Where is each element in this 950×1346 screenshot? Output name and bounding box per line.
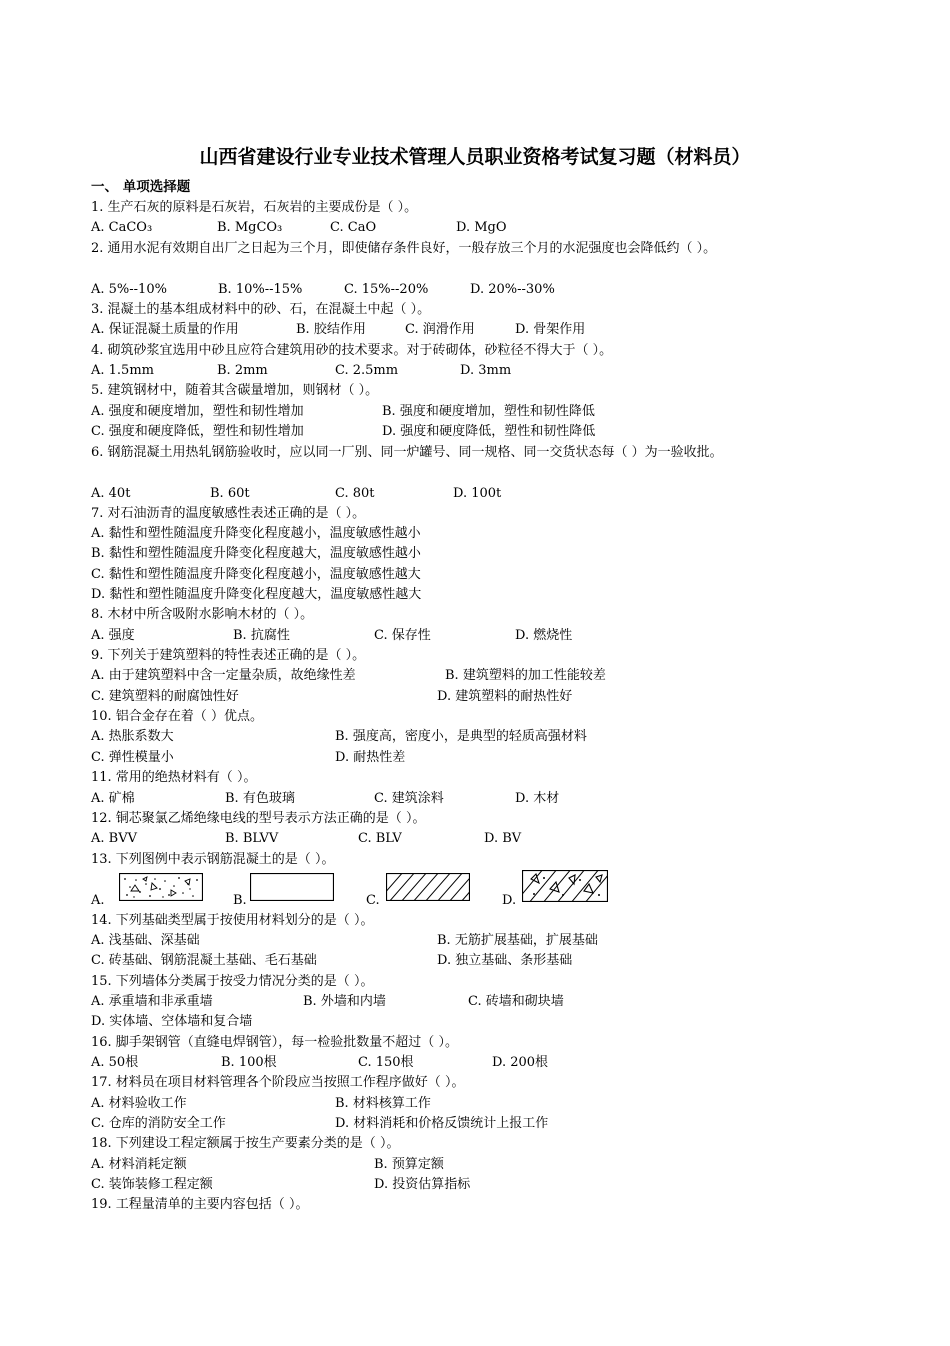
option-9b: B. 建筑塑料的加工性能较差 xyxy=(445,668,606,683)
option-10a: A. 热胀系数大 xyxy=(91,729,174,744)
option-10d: D. 耐热性差 xyxy=(335,750,406,765)
option-17b: B. 材料核算工作 xyxy=(335,1096,431,1111)
option-10b: B. 强度高，密度小，是典型的轻质高强材料 xyxy=(335,729,587,744)
option-7a: A. 黏性和塑性随温度升降变化程度越小，温度敏感性越小 xyxy=(91,526,421,541)
option-17a: A. 材料验收工作 xyxy=(91,1096,187,1111)
option-8d: D. 燃烧性 xyxy=(515,628,573,643)
question-12: 12. 铜芯聚氯乙烯绝缘电线的型号表示方法正确的是（ ）。 xyxy=(91,811,426,826)
option-4d: D. 3mm xyxy=(460,363,512,378)
option-5d: D. 强度和硬度降低，塑性和韧性降低 xyxy=(382,424,596,439)
option-12a: A. BVV xyxy=(91,831,137,846)
question-3: 3. 混凝土的基本组成材料中的砂、石，在混凝土中起（ ）。 xyxy=(91,302,431,317)
option-1a: A. CaCO₃ xyxy=(91,220,153,235)
hatch-pattern-c xyxy=(386,873,470,905)
option-13b: B. xyxy=(233,893,247,908)
option-16a: A. 50根 xyxy=(91,1055,139,1070)
option-16b: B. 100根 xyxy=(221,1055,277,1070)
option-16c: C. 150根 xyxy=(358,1055,414,1070)
option-17d: D. 材料消耗和价格反馈统计上报工作 xyxy=(335,1116,549,1131)
option-11b: B. 有色玻璃 xyxy=(225,791,295,806)
option-5a: A. 强度和硬度增加，塑性和韧性增加 xyxy=(91,404,304,419)
option-11d: D. 木材 xyxy=(515,791,560,806)
question-2: 2. 通用水泥有效期自出厂之日起为三个月，即使储存条件良好，一般存放三个月的水泥强度也会降低约（ ）。 xyxy=(91,241,717,256)
question-9: 9. 下列关于建筑塑料的特性表述正确的是（ ）。 xyxy=(91,648,366,663)
option-14d: D. 独立基础、条形基础 xyxy=(437,953,573,968)
question-7: 7. 对石油沥青的温度敏感性表述正确的是（ ）。 xyxy=(91,506,366,521)
option-16d: D. 200根 xyxy=(492,1055,549,1070)
option-14a: A. 浅基础、深基础 xyxy=(91,933,200,948)
option-12b: B. BLVV xyxy=(225,831,279,846)
page-title: 山西省建设行业专业技术管理人员职业资格考试复习题（材料员） xyxy=(199,146,751,168)
option-4a: A. 1.5mm xyxy=(91,363,154,378)
option-18c: C. 装饰装修工程定额 xyxy=(91,1177,213,1192)
option-4b: B. 2mm xyxy=(217,363,268,378)
option-9d: D. 建筑塑料的耐热性好 xyxy=(437,689,573,704)
option-15a: A. 承重墙和非承重墙 xyxy=(91,994,213,1009)
option-3b: B. 胶结作用 xyxy=(296,322,366,337)
option-13d: D. xyxy=(502,893,517,908)
question-8: 8. 木材中所含吸附水影响木材的（ ）。 xyxy=(91,607,314,622)
option-6d: D. 100t xyxy=(453,486,502,501)
hatch-pattern-a xyxy=(119,873,203,905)
question-11: 11. 常用的绝热材料有（ ）。 xyxy=(91,770,257,785)
option-9a: A. 由于建筑塑料中含一定量杂质，故绝缘性差 xyxy=(91,668,356,683)
option-13a: A. xyxy=(91,893,105,908)
option-15c: C. 砖墙和砌块墙 xyxy=(468,994,564,1009)
question-14: 14. 下列基础类型属于按使用材料划分的是（ ）。 xyxy=(91,913,374,928)
question-17: 17. 材料员在项目材料管理各个阶段应当按照工作程序做好（ ）。 xyxy=(91,1075,465,1090)
option-18d: D. 投资估算指标 xyxy=(374,1177,471,1192)
option-6b: B. 60t xyxy=(210,486,250,501)
option-11a: A. 矿棉 xyxy=(91,791,135,806)
question-1: 1. 生产石灰的原料是石灰岩，石灰岩的主要成份是（ ）。 xyxy=(91,200,418,215)
question-16: 16. 脚手架钢管（直缝电焊钢管），每一检验批数量不超过（ ）。 xyxy=(91,1035,458,1050)
option-4c: C. 2.5mm xyxy=(335,363,399,378)
option-15d: D. 实体墙、空体墙和复合墙 xyxy=(91,1014,253,1029)
option-1d: D. MgO xyxy=(456,220,507,235)
option-8b: B. 抗腐性 xyxy=(233,628,290,643)
option-15b: B. 外墙和内墙 xyxy=(303,994,386,1009)
option-3c: C. 润滑作用 xyxy=(405,322,475,337)
option-7c: C. 黏性和塑性随温度升降变化程度越小，温度敏感性越大 xyxy=(91,567,421,582)
option-5b: B. 强度和硬度增加，塑性和韧性降低 xyxy=(382,404,595,419)
question-10: 10. 铝合金存在着（ ）优点。 xyxy=(91,709,263,724)
option-6c: C. 80t xyxy=(335,486,375,501)
section-heading: 一、 单项选择题 xyxy=(91,179,191,195)
option-2a: A. 5%--10% xyxy=(91,282,167,297)
question-19: 19. 工程量清单的主要内容包括（ ）。 xyxy=(91,1197,309,1212)
option-2d: D. 20%--30% xyxy=(470,282,555,297)
option-12c: C. BLV xyxy=(358,831,402,846)
question-4: 4. 砌筑砂浆宜选用中砂且应符合建筑用砂的技术要求。对于砖砌体，砂粒径不得大于（ ）。 xyxy=(91,343,613,358)
question-18: 18. 下列建设工程定额属于按生产要素分类的是（ ）。 xyxy=(91,1136,400,1151)
option-3a: A. 保证混凝土质量的作用 xyxy=(91,322,239,337)
blank-pattern-b xyxy=(250,873,334,905)
question-5: 5. 建筑钢材中，随着其含碳量增加，则钢材（ ）。 xyxy=(91,383,379,398)
option-11c: C. 建筑涂料 xyxy=(374,791,444,806)
option-2c: C. 15%--20% xyxy=(344,282,429,297)
option-14c: C. 砖基础、钢筋混凝土基础、毛石基础 xyxy=(91,953,317,968)
option-12d: D. BV xyxy=(484,831,522,846)
option-9c: C. 建筑塑料的耐腐蚀性好 xyxy=(91,689,239,704)
option-17c: C. 仓库的消防安全工作 xyxy=(91,1116,226,1131)
question-6: 6. 钢筋混凝土用热轧钢筋验收时，应以同一厂别、同一炉罐号、同一规格、同一交货状态每（ ）为一验收批。 xyxy=(91,445,723,460)
option-13c: C. xyxy=(366,893,380,908)
hatch-pattern-d xyxy=(522,870,608,906)
option-2b: B. 10%--15% xyxy=(218,282,303,297)
option-8a: A. 强度 xyxy=(91,628,135,643)
option-7b: B. 黏性和塑性随温度升降变化程度越大，温度敏感性越小 xyxy=(91,546,421,561)
option-7d: D. 黏性和塑性随温度升降变化程度越大，温度敏感性越大 xyxy=(91,587,422,602)
option-6a: A. 40t xyxy=(91,486,131,501)
option-10c: C. 弹性模量小 xyxy=(91,750,174,765)
option-14b: B. 无筋扩展基础，扩展基础 xyxy=(437,933,598,948)
option-18b: B. 预算定额 xyxy=(374,1157,444,1172)
option-18a: A. 材料消耗定额 xyxy=(91,1157,187,1172)
option-3d: D. 骨架作用 xyxy=(515,322,586,337)
question-15: 15. 下列墙体分类属于按受力情况分类的是（ ）。 xyxy=(91,974,374,989)
option-8c: C. 保存性 xyxy=(374,628,431,643)
option-1c: C. CaO xyxy=(330,220,377,235)
option-1b: B. MgCO₃ xyxy=(217,220,283,235)
option-5c: C. 强度和硬度降低，塑性和韧性增加 xyxy=(91,424,304,439)
question-13: 13. 下列图例中表示钢筋混凝土的是（ ）。 xyxy=(91,852,335,867)
